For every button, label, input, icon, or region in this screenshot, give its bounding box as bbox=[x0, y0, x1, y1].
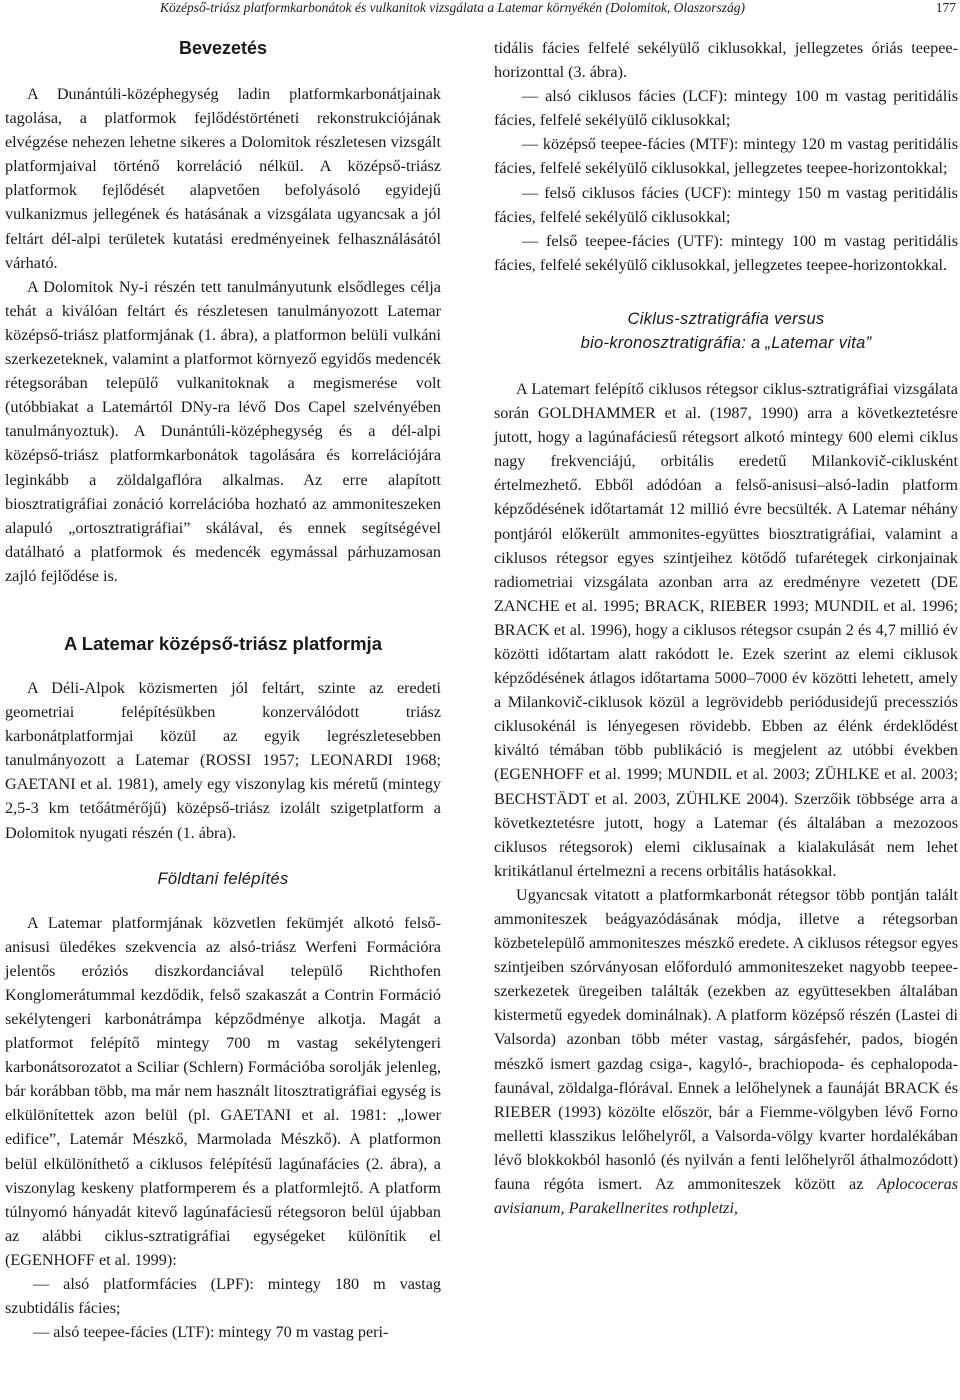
heading-cycle-line-2: bio-kronosztratigráfia: a „Latemar vita” bbox=[580, 333, 872, 352]
heading-latemar-platform: A Latemar középső-triász platformja bbox=[63, 632, 382, 654]
heading-introduction: Bevezetés bbox=[178, 38, 268, 58]
list-item-lpf: — alsó platformfácies (LPF): mintegy 180 m vastag szubtidális fácies; bbox=[5, 1275, 441, 1318]
left-column bbox=[5, 36, 441, 1344]
right-column bbox=[494, 36, 958, 1220]
list-item-utf: — felső teepee-fácies (UTF): mintegy 100 m vastag peritidális fácies, felfelé sekélyülő ciklusokkal, jellegzetes teepee-horizontokkal. bbox=[494, 231, 958, 274]
paragraph-cycle-1: A Latemart felépítő ciklusos rétegsor ciklus-sztratigráfiai vizsgálata során GOLDHAMMER et al. (1987, 1990) arra a következtetésre jutott, hogy a lagúnafáciesű rétegsort alkotó mintegy 600 elemi ciklus nagy frekvenciájú, orbitális eredetű Milankovič-ciklusként értelmezhető. Ebből adódóan a felső-anisusi–alsó-ladin platform képződésének időtartamát 12 millió évre becsülték. A Latemar néhány pontjáról előkerült ammonites-együttes biosztratigráfiai, valamint a ciklusos rétegsor egyes szintjeihez kötődő tufarétegek cirkonjainak radiometriai vizsgálata azonban arra az eredményre vezetett (DE ZANCHE et al. 1995; BRACK, RIEBER 1993; MUNDIL et al. 1996; BRACK et al. 1996), hogy a ciklusos rétegsor csupán 2 és 4,7 millió év közötti időtartam alatt rakódott le. Ezek szerint az elemi ciklusok képződésének átlagos időtartama 5000–7000 év közötti lehetett, amely a Milankovič-ciklusok közül a legrövidebb periódusidejű precessziós ciklusokénál is lényegesen rövidebb. Ebben az élénk érdeklődést kiváltó témában több publikáció is megjelent az utóbbi években (EGENHOFF et al. 1999; MUNDIL et al. 2003; ZÜHLKE et al. 2003; BECHSTÄDT et al. 2003, ZÜHLKE 2004). Szerzőik többsége arra a következtetésre jutott, hogy a Latemar (és általában a mezozoos ciklusos rétegsorok) elemi ciklusainak a kialakulását nem lehet kritikátlanul értelmezni a recens orbitális hatásokkal. bbox=[494, 379, 958, 880]
paragraph-cycle-2-text: Ugyancsak vitatott a platformkarbonát rétegsor több pontján talált ammoniteszek beágyazódásának módja, illetve a rétegsorban közbetelepülő ammoniteszes mészkő eredete. A ciklusos rétegsor egyes szintjeiben szórványosan előforduló ammoniteszeket nagyobb teepee-szerkezetek üregeiben találták (ezekben az együttesekben általában kistermetű egyedek dominálnak). A platform középső részén (Lastei di Valsorda) azonban több méter vastag, sárgásfehér, pados, biogén mészkő ismert gazdag csiga-, kagyló-, brachiopoda- és cephalopoda-faunával, zöldalga-flórával. Ennek a lelőhelynek a faunáját BRACK és RIEBER (1993) közölte először, bár a Fiemme-völgyben lévő Forno melletti klasszikus lelőhelyről, a Valsorda-völgy kvarter hordalékában lévő blokkokból hasonló (és nyilván a fenti lelőhelyről áthalmozódott) fauna régóta ismert. Az ammoniteszek között az bbox=[494, 885, 958, 1194]
list-item-ltf-continued: tidális fácies felfelé sekélyülő ciklusokkal, jellegzetes óriás teepee-horizonttal (3. ábra). bbox=[494, 39, 958, 82]
heading-cycle-stratigraphy bbox=[494, 307, 958, 355]
paragraph-latemar: A Déli-Alpok közismerten jól feltárt, szinte az eredeti geometriai felépítésükben konzerválódott triász karbonátplatformjai közül az egyik legrészletesebben tanulmányozott a Latemar (ROSSI 1957; LEONARDI 1968; GAETANI et al. 1981), amely egy viszonylag kis méretű (mintegy 2,5-3 km tetőátmérőjű) középső-triász izolált szigetplatform a Dolomitok nyugati részén (1. ábra). bbox=[5, 678, 441, 842]
paragraph-cycle-2 bbox=[494, 883, 958, 1220]
heading-geology: Földtani felépítés bbox=[157, 869, 289, 888]
running-head bbox=[0, 0, 960, 22]
list-item-mtf: — középső teepee-fácies (MTF): mintegy 120 m vastag peritidális fácies, felfelé sekélyülő ciklusokkal, jellegzetes teepee-horizontokkal; bbox=[494, 135, 958, 178]
list-item-ltf: — alsó teepee-fácies (LTF): mintegy 70 m vastag peri- bbox=[33, 1323, 389, 1342]
list-item-lcf: — alsó ciklusos fácies (LCF): mintegy 100 m vastag peritidális fácies, felfelé sekélyülő ciklusokkal; bbox=[494, 87, 958, 130]
heading-cycle-line-1: Ciklus-sztratigráfia versus bbox=[627, 309, 825, 328]
species-names: Aplococeras avisianum, Parakellnerites rothpletzi, bbox=[494, 1175, 958, 1218]
running-head-title: Középső-triász platformkarbonátok és vulkanitok vizsgálata a Latemar környékén (Dolomitok, Olaszország) bbox=[160, 0, 745, 15]
page-number: 177 bbox=[935, 0, 956, 15]
paragraph-geology: A Latemar platformjának közvetlen fekümjét alkotó felső-anisusi üledékes szekvencia az alsó-triász Werfeni Formációra jelentős eróziós diszkordanciával települő Richthofen Konglomerátummal kezdődik, felső szakaszát a Contrin Formáció sekélytengeri karbonátrámpa képződménye alkotja. Magát a platformot felépítő mintegy 700 m vastag sekélytengeri karbonátsorozatot a Sciliar (Schlern) Formációba sorolják jelenleg, bár korábban több, ma már nem használt litosztratigráfiai egység is elkülönítettek azon belül (pl. GAETANI et al. 1981: „lower edifice”, Latemár Mészkő, Marmolada Mészkő). A platformon belül elkülöníthető a ciklusos felépítésű lagúnafácies (2. ábra), a viszonylag keskeny platformperem és a platformlejtő. A platform túlnyomó hányadát kitevő lagúnafáciesű rétegsoron belül újabban az alábbi ciklus-sztratigráfiai egységeket különítik el (EGENHOFF et al. 1999): bbox=[5, 913, 441, 1269]
list-item-ucf: — felső ciklusos fácies (UCF): mintegy 150 m vastag peritidális fácies, felfelé sekélyülő ciklusokkal; bbox=[494, 183, 958, 226]
paragraph-intro-1: A Dunántúli-középhegység ladin platformkarbonátjainak tagolása, a platformok fejlődéstörténeti rekonstrukciójának elvégzése nehezen lehetne sikeres a Dolomitok részletesen vizsgált platformjaival történő korreláció nélkül. A középső-triász platformok fejlődését alapvetően befolyásoló egyidejű vulkanizmus jellegének és hatásának a vizsgálata ugyancsak a jól feltárt dél-alpi területek kutatási eredményeinek felhasználásától várható. bbox=[5, 85, 441, 272]
paragraph-intro-2: A Dolomitok Ny-i részén tett tanulmányutunk elsődleges célja tehát a kiválóan feltárt és részletesen tanulmányozott Latemar középső-triász platformjának (1. ábra), a platformon belüli vulkáni szerkezeteknek, valamint a platformot környező egyidős medencék rétegsorában települő vulkanitoknak a megismerése volt (utóbbiakat a Latemártól DNy-ra lévő Dos Capel szelvényében tanulmányoztuk). A Dunántúli-középhegység és a dél-alpi középső-triász platformkarbonátok tagolására és korrelációjára leginkább a zöldalgaflóra alkalmas. Az erre alapított biosztratigráfiai zonáció korrelációba hozható az ammoniteszeken alapuló „ortosztratigráfiai” skálával, és ennek segítségével datálható a platformok és medencék egymással párhuzamosan zajló fejlődése is. bbox=[5, 277, 441, 585]
